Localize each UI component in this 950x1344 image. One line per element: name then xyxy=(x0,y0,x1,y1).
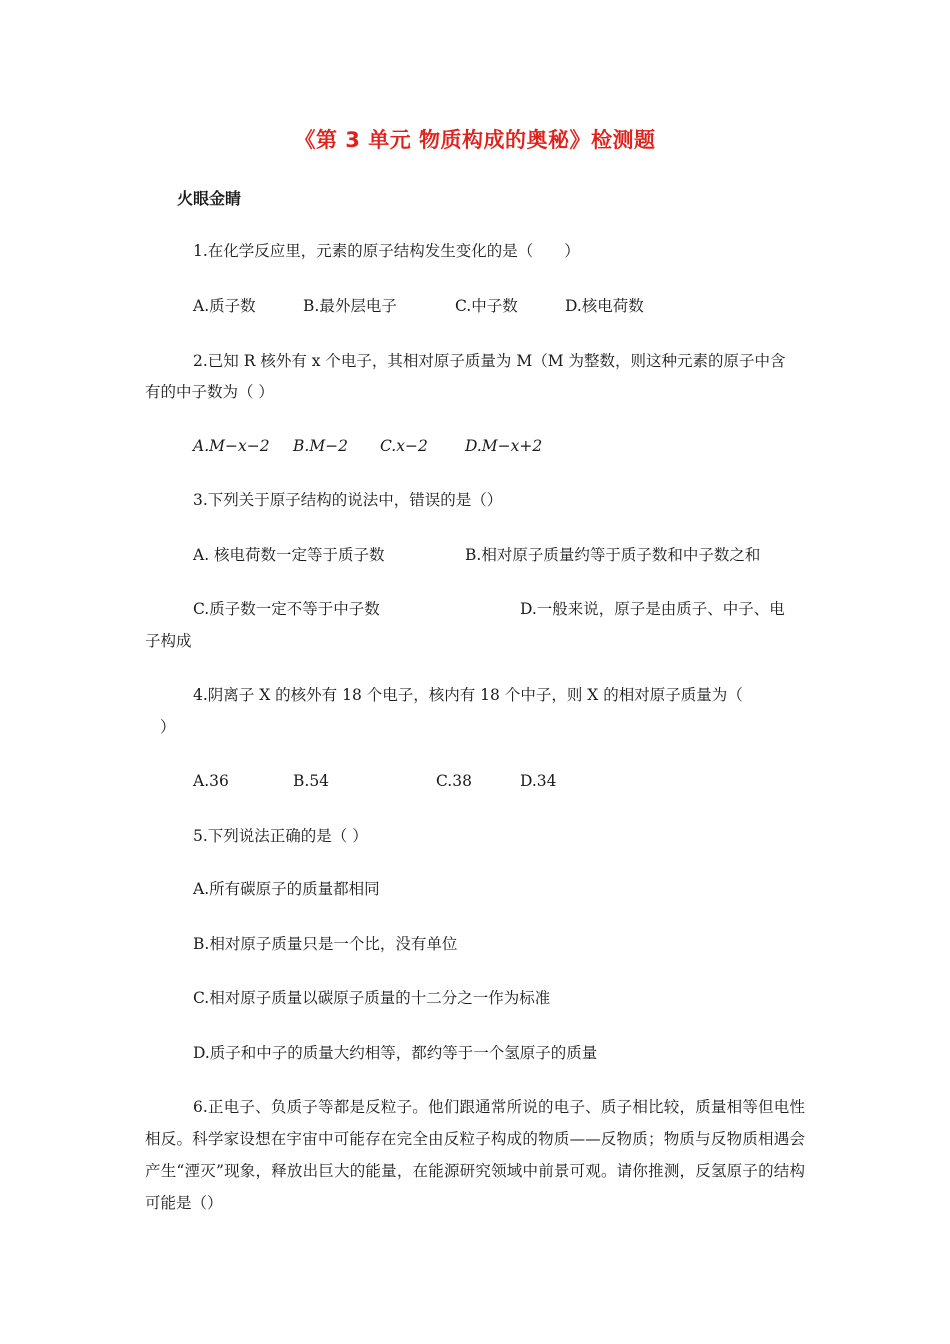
question-3-option-d-cont: 子构成 xyxy=(145,632,192,650)
question-2-stem-line1: 2.已知 R 核外有 x 个电子，其相对原子质量为 M（M 为整数，则这种元素的原子中含 xyxy=(193,352,786,370)
question-1-option-d: D.核电荷数 xyxy=(565,297,644,315)
question-5-option-d: D.质子和中子的质量大约相等，都约等于一个氢原子的质量 xyxy=(193,1044,598,1062)
question-4-stem-line1: 4.阴离子 X 的核外有 18 个电子，核内有 18 个中子，则 X 的相对原子质量为（ xyxy=(193,686,743,704)
question-1-option-a: A.质子数 xyxy=(193,297,256,315)
question-2-option-d: D.M−x+2 xyxy=(465,437,543,455)
question-3-stem: 3.下列关于原子结构的说法中，错误的是（） xyxy=(193,491,503,509)
question-5-option-b: B.相对原子质量只是一个比，没有单位 xyxy=(193,935,458,953)
question-1-option-c: C.中子数 xyxy=(455,297,518,315)
question-4-option-b: B.54 xyxy=(293,772,330,790)
question-2-option-b: B.M−2 xyxy=(293,437,349,455)
question-5-stem: 5.下列说法正确的是（ ） xyxy=(193,827,368,845)
question-1-option-b: B.最外层电子 xyxy=(303,297,397,315)
question-5-option-c: C.相对原子质量以碳原子质量的十二分之一作为标准 xyxy=(193,989,551,1007)
question-6-stem: 6.正电子、负质子等都是反粒子。他们跟通常所说的电子、质子相比较，质量相等但电性相反。科学家设想在宇宙中可能存在完全由反粒子构成的物质——反物质；物质与反物质相遇会产生“湮灭”现象，释放出巨大的能量，在能源研究领域中前景可观。请你推测，反氢原子的结构可能是（） xyxy=(145,1098,805,1212)
question-3-option-b: B.相对原子质量约等于质子数和中子数之和 xyxy=(465,546,761,564)
page-title: 《第 3 单元 物质构成的奥秘》检测题 xyxy=(294,128,656,152)
question-3-option-d: D.一般来说，原子是由质子、中子、电 xyxy=(520,600,785,618)
question-2-option-c: C.x−2 xyxy=(380,437,428,455)
question-4-option-a: A.36 xyxy=(193,772,229,790)
question-3-option-c: C.质子数一定不等于中子数 xyxy=(193,600,380,618)
question-1-stem: 1.在化学反应里，元素的原子结构发生变化的是（ ） xyxy=(193,242,580,260)
question-2-stem-line2: 有的中子数为（ ） xyxy=(145,383,274,401)
question-3-option-a: A. 核电荷数一定等于质子数 xyxy=(193,546,385,564)
question-4-option-c: C.38 xyxy=(436,772,472,790)
question-4-option-d: D.34 xyxy=(520,772,557,790)
section-heading: 火眼金睛 xyxy=(177,189,242,208)
question-5-option-a: A.所有碳原子的质量都相同 xyxy=(193,880,380,898)
question-4-stem-line2: ） xyxy=(160,718,176,736)
question-2-option-a: A.M−x−2 xyxy=(193,437,270,455)
